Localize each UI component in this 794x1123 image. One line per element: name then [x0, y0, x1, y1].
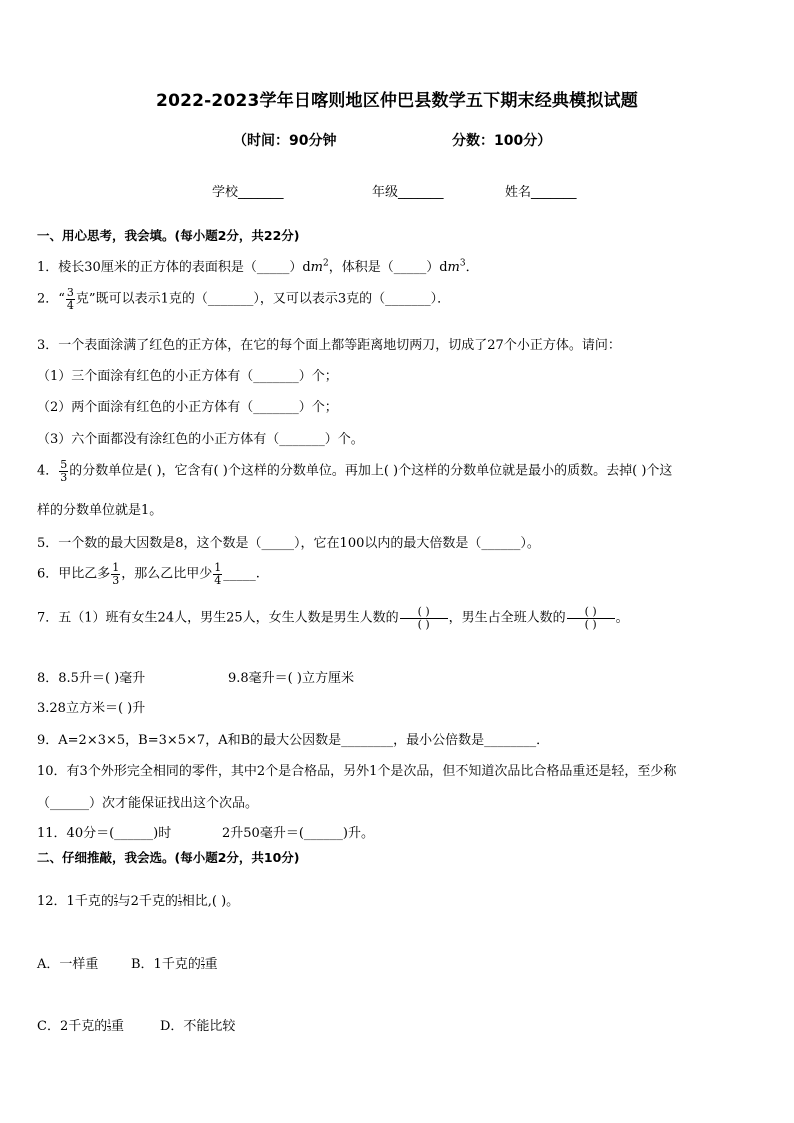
school-field: 学校_______ [212, 185, 284, 200]
question-8-part-2: 9.8毫升＝( )立方厘米 [228, 671, 354, 686]
exam-time: （时间：90分钟 [233, 133, 337, 149]
question-3-sub-3: （3）六个面都没有涂红色的小正方体有（_______）个。 [37, 432, 364, 447]
q12-option-c [37, 1015, 124, 1034]
section-1-heading: 一、用心思考，我会填。(每小题2分，共22分) [37, 228, 300, 243]
question-10-line-2: （______）次才能保证找出这个次品。 [37, 796, 259, 811]
q6-text-b: ，那么乙比甲少 [121, 566, 213, 582]
q12-option-c-fraction: $\frac{1}{3}$ [107, 1019, 112, 1033]
q12-option-b-text: B．1千克的 [131, 957, 201, 972]
question-4 [37, 459, 672, 483]
q1-exp-2: 2 [322, 258, 329, 269]
q12-fraction-2: $\frac{1}{3}$ [177, 894, 182, 908]
q12-fraction-1: $\frac{2}{3}$ [113, 894, 118, 908]
q6-fraction-2: $\frac{1}{4}$ [214, 561, 222, 587]
question-3-sub-1: （1）三个面涂有红色的小正方体有（_______）个； [37, 369, 338, 384]
q12-text-b: 与2千克的 [117, 894, 178, 909]
name-field: 姓名_______ [505, 185, 577, 200]
q1-unit-m: m [310, 260, 323, 275]
q1-exp-3: 3 [459, 258, 466, 269]
question-8-part-3: 3.28立方米＝( )升 [37, 701, 146, 716]
q6-fraction-1: $\frac{1}{3}$ [112, 561, 120, 587]
question-11-part-2: 2升50毫升＝(______)升。 [222, 826, 374, 841]
question-8-part-1: 8．8.5升＝( )毫升 [37, 671, 146, 686]
q7-text-c: 。 [615, 610, 629, 626]
question-5: 5．一个数的最大因数是8，这个数是（_____），它在100以内的最大倍数是（______）。 [37, 536, 540, 551]
q12-option-a: A．一样重 [37, 957, 99, 972]
q1-text-a: 1．棱长30厘米的正方体的表面积是（_____）d [37, 260, 311, 275]
section-2-heading: 二、仔细推敲，我会选。(每小题2分，共10分) [37, 850, 300, 865]
q12-option-c-text: C．2千克的 [37, 1019, 108, 1034]
q12-text-a: 12．1千克的 [37, 894, 114, 909]
q12-option-b-fraction: $\frac{2}{3}$ [200, 957, 205, 971]
q7-blank-fraction-2: $\frac{( )}{( )}$ [567, 606, 615, 630]
question-2 [37, 287, 450, 311]
q7-blank-fraction-1: $\frac{( )}{( )}$ [400, 606, 448, 630]
q4-text-a: 4． [37, 463, 59, 479]
q1-unit-m2: m [447, 260, 460, 275]
q2-text-b: 克”既可以表示1克的（_______），又可以表示3克的（_______）． [75, 291, 451, 307]
q7-text-b: ，男生占全班人数的 [448, 610, 566, 626]
q12-text-c: 相比,( )。 [181, 894, 240, 909]
question-3-stem: 3．一个表面涂满了红色的正方体，在它的每个面上都等距离地切两刀，切成了27个小正方体。请问： [37, 338, 621, 353]
question-3-sub-2: （2）两个面涂有红色的小正方体有（_______）个； [37, 400, 338, 415]
question-10-line-1: 10．有3个外形完全相同的零件，其中2个是合格品，另外1个是次品，但不知道次品比合格品重还是轻，至少称 [37, 764, 677, 779]
question-1 [37, 256, 479, 275]
question-11-part-1: 11．40分＝(______)时 [37, 826, 172, 841]
q12-option-b [131, 953, 218, 972]
q2-text-a: 2．“ [37, 291, 65, 307]
question-4-line-2: 样的分数单位就是1。 [37, 503, 163, 518]
question-12 [37, 890, 239, 909]
q12-option-c-suffix: 重 [111, 1019, 125, 1034]
q1-text-b: ，体积是（_____）d [328, 260, 448, 275]
q6-text-a: 6．甲比乙多 [37, 566, 111, 582]
q4-fraction: $\frac{5}{3}$ [60, 458, 68, 484]
q2-fraction: $\frac{3}{4}$ [66, 286, 74, 312]
q4-text-b: 的分数单位是( )，它含有( )个这样的分数单位。再加上( )个这样的分数单位就是最小的质数。去掉( )个这 [69, 463, 673, 479]
question-7 [37, 606, 629, 630]
q7-text-a: 7．五（1）班有女生24人，男生25人，女生人数是男生人数的 [37, 610, 399, 626]
q6-text-c: _____. [223, 566, 260, 582]
exam-score: 分数：100分） [452, 133, 552, 149]
question-6 [37, 562, 260, 586]
q12-option-b-suffix: 重 [204, 957, 218, 972]
q12-option-d: D．不能比较 [160, 1019, 236, 1034]
question-9: 9．A=2×3×5，B=3×5×7，A和B的最大公因数是________，最小公倍数是________． [37, 733, 550, 748]
grade-field: 年级_______ [372, 185, 444, 200]
q1-text-c: ． [465, 260, 479, 275]
exam-title: 2022-2023学年日喀则地区仲巴县数学五下期末经典模拟试题 [156, 91, 638, 111]
